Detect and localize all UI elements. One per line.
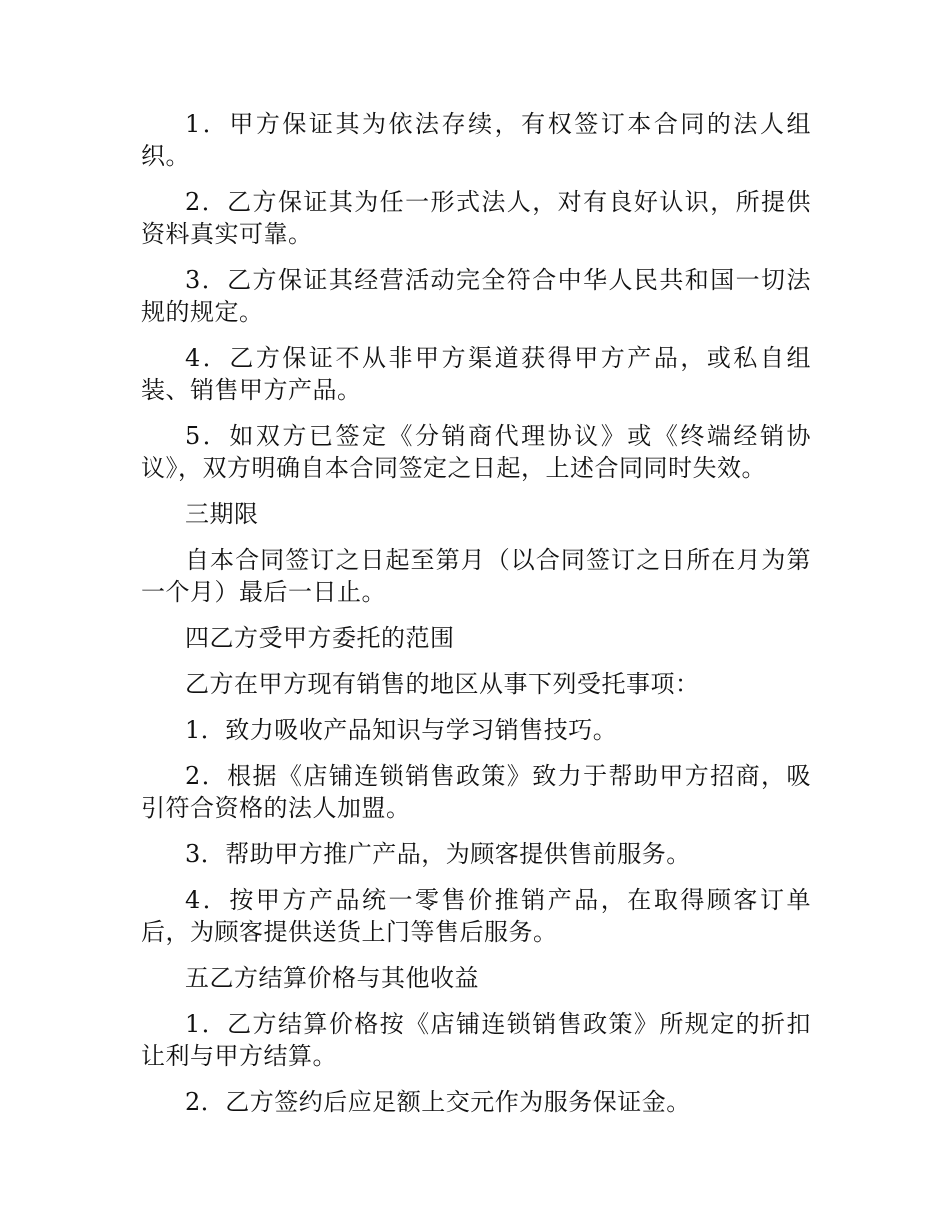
paragraph: 2．根据《店铺连锁销售政策》致力于帮助甲方招商，吸引符合资格的法人加盟。 bbox=[141, 762, 811, 822]
section-heading: 三期限 bbox=[185, 500, 259, 528]
paragraph: 1．乙方结算价格按《店铺连锁销售政策》所规定的折扣让利与甲方结算。 bbox=[141, 1010, 811, 1070]
paragraph: 4．按甲方产品统一零售价推销产品，在取得顾客订单后，为顾客提供送货上门等售后服务。 bbox=[141, 886, 811, 946]
paragraph: 2．乙方签约后应足额上交元作为服务保证金。 bbox=[185, 1088, 691, 1116]
paragraph: 3．帮助甲方推广产品，为顾客提供售前服务。 bbox=[185, 840, 691, 868]
paragraph: 2．乙方保证其为任一形式法人，对有良好认识，所提供资料真实可靠。 bbox=[141, 188, 811, 248]
paragraph: 乙方在甲方现有销售的地区从事下列受托事项： bbox=[185, 670, 700, 698]
section-heading: 五乙方结算价格与其他收益 bbox=[185, 964, 479, 992]
paragraph: 1．致力吸收产品知识与学习销售技巧。 bbox=[185, 716, 618, 744]
paragraph: 5．如双方已签定《分销商代理协议》或《终端经销协议》，双方明确自本合同签定之日起，上述合同同时失效。 bbox=[141, 422, 811, 482]
paragraph: 自本合同签订之日起至第月（以合同签订之日所在月为第一个月）最后一日止。 bbox=[141, 546, 811, 606]
document-body bbox=[141, 108, 811, 1132]
paragraph: 1．甲方保证其为依法存续，有权签订本合同的法人组织。 bbox=[141, 110, 811, 170]
section-heading: 四乙方受甲方委托的范围 bbox=[185, 624, 455, 652]
paragraph: 4．乙方保证不从非甲方渠道获得甲方产品，或私自组装、销售甲方产品。 bbox=[141, 344, 811, 404]
paragraph: 3．乙方保证其经营活动完全符合中华人民共和国一切法规的规定。 bbox=[141, 266, 811, 326]
